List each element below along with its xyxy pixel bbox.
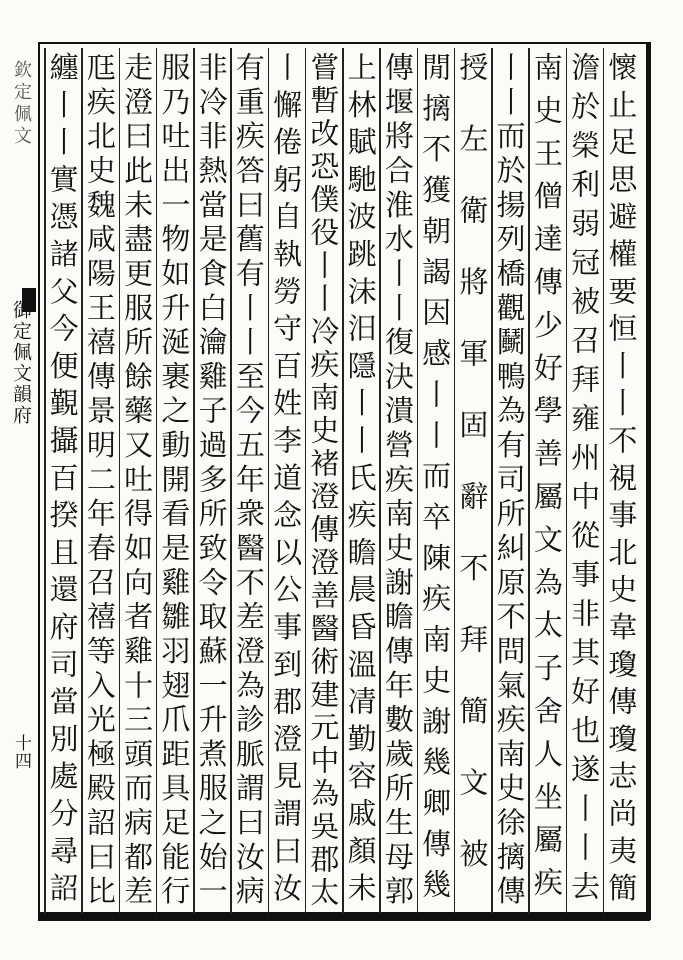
column-rule [305,48,307,914]
column-rule [268,48,270,914]
column-rule [491,48,493,914]
text-column: 閒摛不獲朝謁因感丨丨而卒陳疾南史謝幾卿傳幾 [418,52,453,911]
column-rule [454,48,456,914]
text-column: 授左衛將軍固辭不拜簡文被 [455,52,490,910]
text-column: 南史王僧達傳少好學善屬文為太子舍人坐屬疾 [529,52,564,910]
text-column: 澹於榮利弱冠被召拜雍州中從事非其好也遂丨丨去 [567,52,602,910]
page-number: 十四 [11,734,31,770]
text-column: 有重疾答曰舊有丨丨至今五年衆醫不差澄為診脈謂曰汝病 [231,52,266,910]
column-rule [379,48,381,914]
text-column: 上林賦馳波跳沫汨隱丨丨氏疾瞻晨昏溫凊勤容戚顏未 [343,52,378,910]
text-column: 傳堰將合淮水丨丨復決潰營疾南史謝瞻傳年數歲所生母郭 [380,52,415,910]
text-column: 懷止足思避權要恒丨丨不視事北史韋瓊傳瓊志尚夷簡 [604,52,639,910]
book-title: 御定佩文韻府 [10,300,32,426]
column-rule [81,48,83,914]
column-rule [342,48,344,914]
text-column: 纏丨丨實憑諸父今便覲攝百揆且還府司當別處分尋詔 [45,52,80,910]
text-column: 丨懈倦躬自執勞守百姓李道念以公事到郡澄見謂曰汝 [269,52,304,910]
column-rule [44,48,46,914]
column-rule [230,48,232,914]
text-column: 嘗暫改恐僕役丨丨冷疾南史褚澄傳澄善醫術建元中為吳郡太 [306,52,341,910]
column-rule [566,48,568,914]
column-rule [156,48,158,914]
text-column: 服乃吐出一物如升涎裹之動開看是雞雛羽翅爪距具足能行 [157,52,192,910]
right-border-bar [646,42,651,920]
text-column: 非冷非熱當是食白瀹雞子過多所致令取蘇一升煮服之始一 [194,52,229,910]
column-rule [603,48,605,914]
column-rule [119,48,121,914]
bottom-border-bar [38,912,650,921]
column-rule [417,48,419,914]
text-column: 丨丨而於揚列橋觀鬭鴨為有司所糾原不問氣疾南史徐摛傳 [492,52,527,910]
text-column: 走澄曰此未盡更服所餘藥又吐得如向者雞十三頭而病都差 [120,52,155,910]
column-rule [193,48,195,914]
text-column: 尫疾北史魏咸陽王禧傳景明二年春召禧等入光極殿詔曰比 [82,52,117,910]
margin-top-fragment: 欽定佩文 [11,60,32,148]
column-rule [528,48,530,914]
